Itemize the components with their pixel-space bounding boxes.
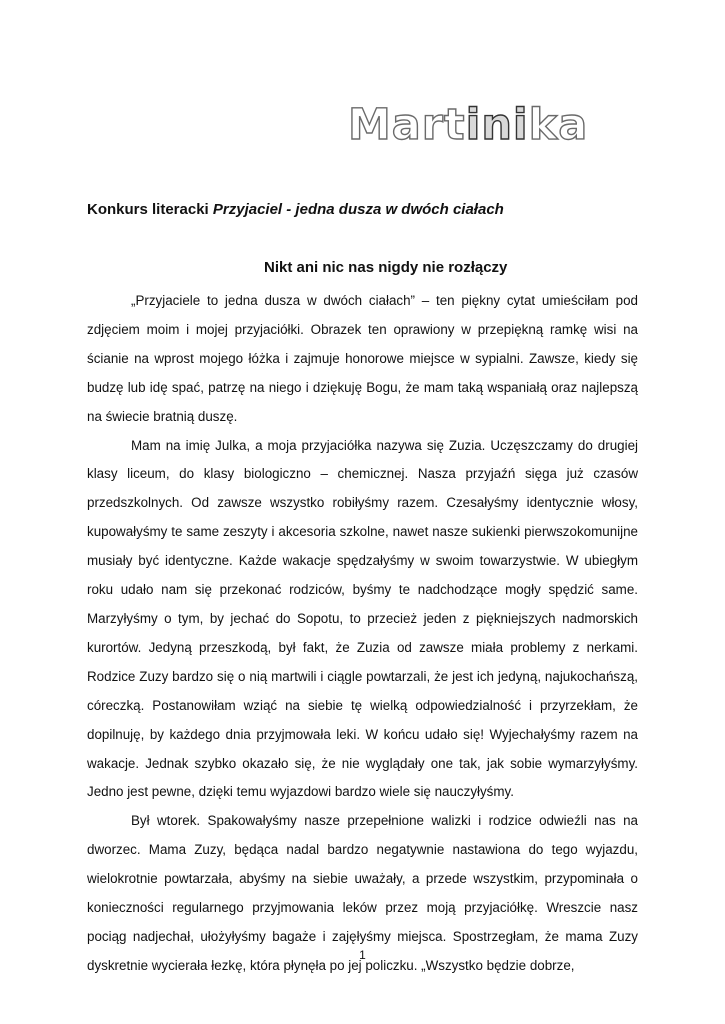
logo-part-1: Mart [348,100,466,150]
contest-title [87,201,504,218]
paragraph-2: Mam na imię Julka, a moja przyjaciółka nazywa się Zuzia. Uczęszczamy do drugiej klasy liceum, do klasy biologiczno – chemicznej. Nasza przyjaźń sięga już czasów przedszkolnych. Od zawsze wszystko robiłyśmy razem. Czesałyśmy identycznie włosy, kupowałyśmy te same zeszyty i akcesoria szkolne, nawet nasze sukienki pierwszokomunijne musiały być identyczne. Każde wakacje spędzałyśmy w swoim towarzystwie. W ubiegłym roku udało nam się przekonać rodziców, byśmy te nadchodzące mogły spędzić same. Marzyłyśmy o tym, by jechać do Sopotu, to przecież jeden z piękniejszych nadmorskich kurortów. Jedyną przeszkodą, był fakt, że Zuzia od zawsze miała problemy z nerkami. Rodzice Zuzy bardzo się o nią martwili i ciągle powtarzali, że jest ich jedyną, najukochańszą, córeczką. Postanowiłam wziąć na siebie tę wielką odpowiedzialność i przyrzekłam, że dopilnuję, by każdego dnia przyjmowała leki. W końcu udało się! Wyjechałyśmy razem na wakacje. Jednak szybko okazało się, że nie wyglądały one tak, jak sobie wymarzyłyśmy. Jedno jest pewne, dzięki temu wyjazdowi bardzo wiele się nauczyłyśmy. [87,437,638,800]
paragraph-1: „Przyjaciele to jedna dusza w dwóch ciałach” – ten piękny cytat umieściłam pod zdjęciem moim i mojej przyjaciółki. Obrazek ten oprawiony w przepiękną ramkę wisi na ścianie na wprost mojego łóżka i zajmuje honorowe miejsce w sypialni. Zawsze, kiedy się budzę lub idę spać, patrzę na niego i dziękuję Bogu, że mam taką wspaniałą oraz najlepszą na świecie bratnią duszę. [87,293,638,424]
logo-part-3: ka [528,100,589,150]
martinika-logo [348,100,589,150]
contest-prefix: Konkurs literacki [87,201,213,218]
story-body [87,287,638,981]
story-title: Nikt ani nic nas nigdy nie rozłączy [264,259,508,276]
contest-theme: Przyjaciel - jedna dusza w dwóch ciałach [212,201,504,218]
logo-part-2: ini [465,100,529,150]
page-number: 1 [359,948,366,962]
paragraph-3: Był wtorek. Spakowałyśmy nasze przepełnione walizki i rodzice odwieźli nas na dworzec. Mama Zuzy, będąca nadal bardzo negatywnie nastawiona do tego wyjazdu, wielokrotnie powtarzała, abyśmy na siebie uważały, a przede wszystkim, przypominała o konieczności regularnego przyjmowania leków przez moją przyjaciółkę. Wreszcie nasz pociąg nadjechał, ułożyłyśmy bagaże i zajęłyśmy miejsca. Spostrzegłam, że mama Zuzy dyskretnie wycierała łezkę, która płynęła po jej policzku. „Wszystko będzie dobrze, [87,813,638,973]
